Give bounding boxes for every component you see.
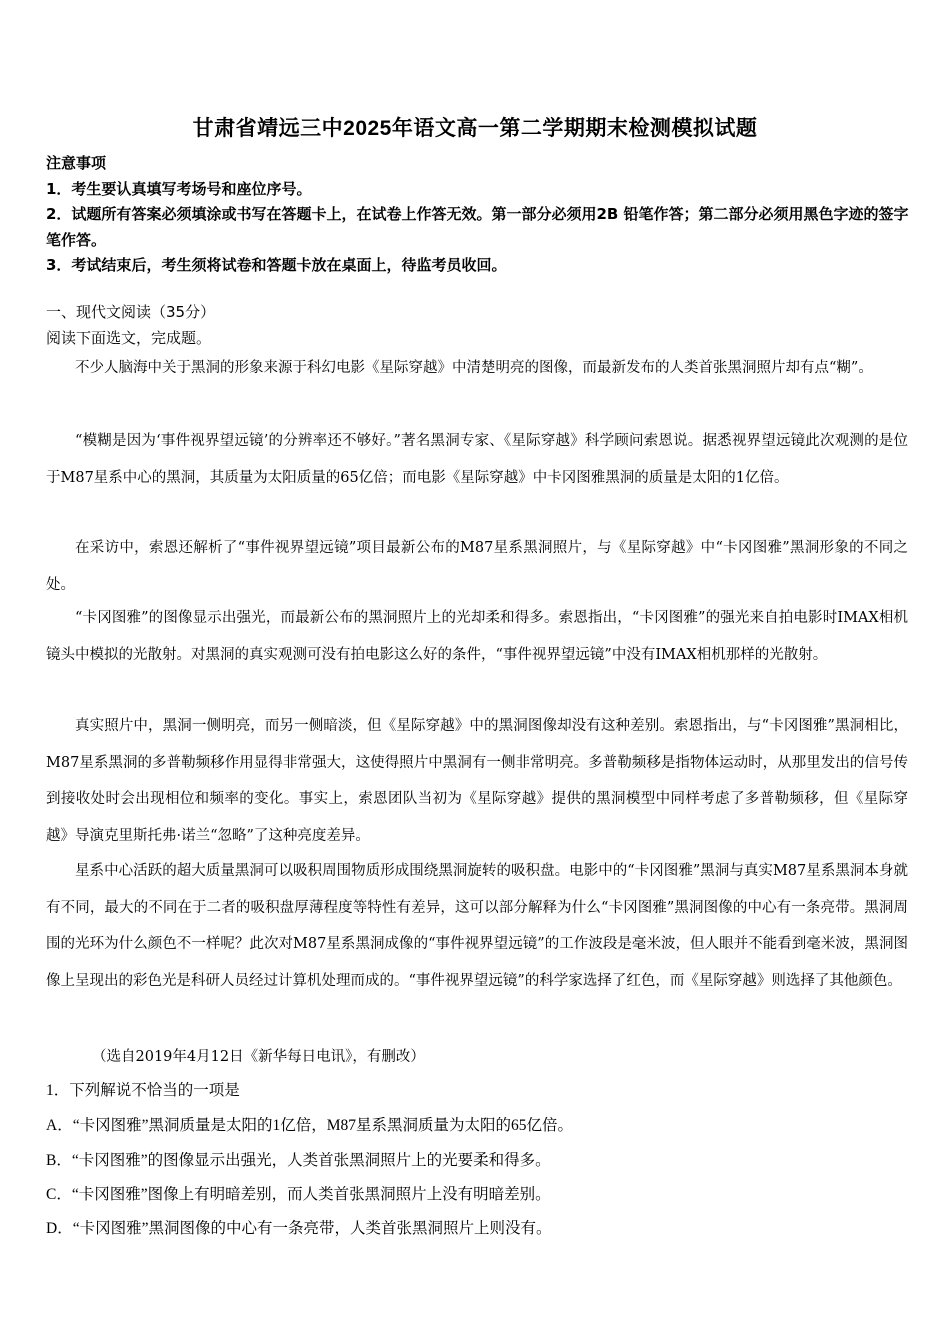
notice-item: 2．试题所有答案必须填涂或书写在答题卡上，在试卷上作答无效。第一部分必须用2B 铅笔作答；第二部分必须用黑色字迹的签字笔作答。 bbox=[46, 205, 909, 249]
passage-paragraph: 真实照片中，黑洞一侧明亮，而另一侧暗淡，但《星际穿越》中的黑洞图像却没有这种差别。索恩指出，与“卡冈图雅”黑洞相比，M87星系黑洞的多普勒频移作用显得非常强大，这使得照片中黑洞有一侧非常明亮。多普勒频移是指物体运动时，从那里发出的信号传到接收处时会出现相位和频率的变化。事实上，索恩团队当初为《星际穿越》提供的黑洞模型中同样考虑了多普勒频移，但《星际穿越》导演克里斯托弗·诺兰“忽略”了这种亮度差异。 bbox=[46, 718, 908, 844]
passage-paragraph: 不少人脑海中关于黑洞的形象来源于科幻电影《星际穿越》中清楚明亮的图像，而最新发布的人类首张黑洞照片却有点“糊”。 bbox=[75, 360, 873, 376]
notice-heading: 注意事项 bbox=[46, 154, 107, 172]
question-stem: 1．下列解说不恰当的一项是 bbox=[46, 1082, 240, 1099]
passage-paragraph: 星系中心活跃的超大质量黑洞可以吸积周围物质形成围绕黑洞旋转的吸积盘。电影中的“卡冈图雅”黑洞与真实M87星系黑洞本身就有不同，最大的不同在于二者的吸积盘厚薄程度等特性有差异，这可以部分解释为什么“卡冈图雅”黑洞图像的中心有一条亮带。黑洞周围的光环为什么颜色不一样呢？此次对M87星系黑洞成像的“事件视界望远镜”的工作波段是毫米波，但人眼并不能看到毫米波，黑洞图像上呈现出的彩色光是科研人员经过计算机处理而成的。“事件视界望远镜”的科学家选择了红色，而《星际穿越》则选择了其他颜色。 bbox=[46, 863, 908, 989]
passage-paragraph: 在采访中，索恩还解析了“事件视界望远镜”项目最新公布的M87星系黑洞照片，与《星际穿越》中“卡冈图雅”黑洞形象的不同之处。 bbox=[46, 540, 908, 593]
option-b: B．“卡冈图雅”的图像显示出强光，人类首张黑洞照片上的光要柔和得多。 bbox=[46, 1152, 551, 1169]
option-d: D．“卡冈图雅”黑洞图像的中心有一条亮带，人类首张黑洞照片上则没有。 bbox=[46, 1220, 552, 1237]
notice-item: 1．考生要认真填写考场号和座位序号。 bbox=[46, 180, 312, 198]
notice-item: 3．考试结束后，考生须将试卷和答题卡放在桌面上，待监考员收回。 bbox=[46, 256, 507, 274]
reading-instruction: 阅读下面选文，完成题。 bbox=[46, 329, 212, 347]
passage-source: （选自2019年4月12日《新华每日电讯》，有删改） bbox=[92, 1049, 425, 1065]
section-heading: 一、现代文阅读（35分） bbox=[46, 303, 216, 321]
option-c: C．“卡冈图雅”图像上有明暗差别，而人类首张黑洞照片上没有明暗差别。 bbox=[46, 1186, 551, 1203]
passage-paragraph: “模糊是因为‘事件视界望远镜’的分辨率还不够好。”著名黑洞专家、《星际穿越》科学顾问索恩说。据悉视界望远镜此次观测的是位于M87星系中心的黑洞，其质量为太阳质量的65亿倍；而电影《星际穿越》中卡冈图雅黑洞的质量是太阳的1亿倍。 bbox=[46, 433, 908, 486]
option-a: A．“卡冈图雅”黑洞质量是太阳的1亿倍，M87星系黑洞质量为太阳的65亿倍。 bbox=[46, 1117, 573, 1134]
page-title: 甘肃省靖远三中2025年语文高一第二学期期末检测模拟试题 bbox=[192, 117, 758, 140]
passage-paragraph: “卡冈图雅”的图像显示出强光，而最新公布的黑洞照片上的光却柔和得多。索恩指出，“卡冈图雅”的强光来自拍电影时IMAX相机镜头中模拟的光散射。对黑洞的真实观测可没有拍电影这么好的条件，“事件视界望远镜”中没有IMAX相机那样的光散射。 bbox=[46, 610, 908, 663]
